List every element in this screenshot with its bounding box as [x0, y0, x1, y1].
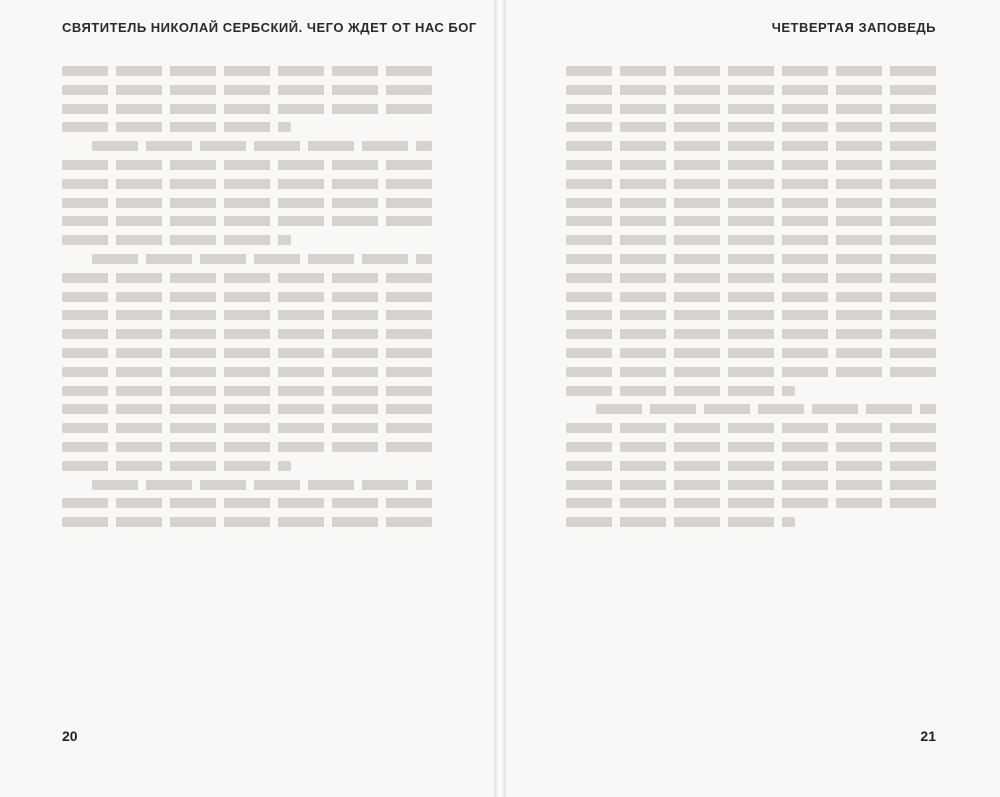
- left-page: [0, 0, 494, 797]
- text-placeholder: [566, 66, 936, 527]
- page-number-left: 20: [62, 728, 78, 744]
- body-text-left: [62, 58, 432, 708]
- book-gutter: [494, 0, 506, 797]
- running-head-right: ЧЕТВЕРТАЯ ЗАПОВЕДЬ: [771, 20, 936, 35]
- running-head-left: СВЯТИТЕЛЬ НИКОЛАЙ СЕРБСКИЙ. ЧЕГО ЖДЕТ ОТ НАС БОГ: [62, 20, 477, 35]
- text-placeholder: [62, 66, 432, 527]
- body-text-right: [566, 58, 936, 708]
- page-number-right: 21: [920, 728, 936, 744]
- right-page: [506, 0, 1000, 797]
